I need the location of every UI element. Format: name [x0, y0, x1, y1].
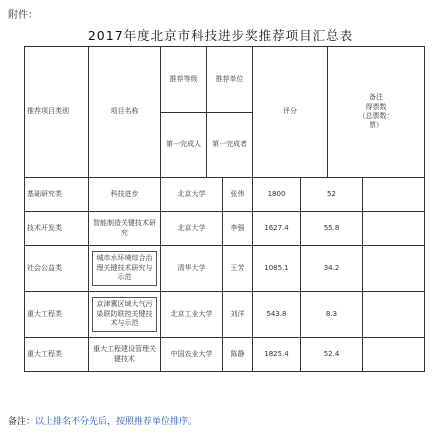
table-row: [25, 178, 425, 212]
cell-name: 智能制造关键技术研究: [89, 212, 161, 246]
header-score-block: [253, 47, 425, 178]
cell-score: 543.8: [253, 292, 301, 338]
table-row: [25, 212, 425, 246]
cell-unit: 清华大学: [161, 246, 223, 292]
footnote: [8, 414, 197, 427]
page-title: 2017年度北京市科技进步奖推荐项目汇总表: [87, 28, 354, 43]
cell-person: 陈静: [223, 338, 253, 372]
cell-name: 科技进步: [89, 178, 161, 212]
header-first-unit: [161, 47, 253, 178]
cell-type: 重大工程类: [25, 292, 89, 338]
header-type: 推荐项目类别: [25, 47, 89, 178]
attachment-label: 附件：: [8, 10, 38, 21]
table-row: [25, 246, 425, 292]
cell-type: 社会公益类: [25, 246, 89, 292]
cell-unit: 北京工业大学: [161, 292, 223, 338]
header-remark: 备注 得票数 （总票数： 票）: [358, 93, 394, 130]
cell-person: 李强: [223, 212, 253, 246]
cell-name: 城市水环境综合治理关键技术研究与示范: [89, 246, 161, 292]
header-first-author: 第一完成者: [212, 140, 247, 149]
cell-unit: 北京大学: [161, 178, 223, 212]
header-score: 评分: [253, 47, 328, 177]
header-project-name: 项目名称: [89, 47, 161, 178]
cell-extra: [363, 246, 425, 292]
cell-score: 1800: [253, 178, 301, 212]
cell-unit: 北京大学: [161, 212, 223, 246]
cell-score: 1627.4: [253, 212, 301, 246]
table-row: [25, 292, 425, 338]
cell-person: 王芳: [223, 246, 253, 292]
footnote-key: 备注：: [8, 417, 36, 427]
cell-votes: 52.4: [301, 338, 363, 372]
cell-name: 重大工程建设管理关键技术: [89, 338, 161, 372]
cell-score: 1825.4: [253, 338, 301, 372]
cell-votes: 55.8: [301, 212, 363, 246]
cell-extra: [363, 338, 425, 372]
cell-extra: [363, 178, 425, 212]
header-grade: 推荐等级: [161, 47, 207, 112]
cell-extra: [363, 212, 425, 246]
cell-type: 技术开发类: [25, 212, 89, 246]
cell-votes: 8.3: [301, 292, 363, 338]
cell-person: 张伟: [223, 178, 253, 212]
cell-votes: 52: [301, 178, 363, 212]
table-row: [25, 338, 425, 372]
cell-type: 重大工程类: [25, 338, 89, 372]
summary-table: [24, 46, 425, 372]
cell-unit: 中国农业大学: [161, 338, 223, 372]
cell-extra: [363, 292, 425, 338]
header-first-person: 第一完成人: [161, 113, 207, 178]
table-header-row: [25, 47, 425, 178]
header-nominator: 推荐单位: [215, 74, 244, 83]
cell-votes: 34.2: [301, 246, 363, 292]
cell-score: 1085.1: [253, 246, 301, 292]
cell-person: 刘洋: [223, 292, 253, 338]
footnote-text: 以上排名不分先后，按照推荐单位排序。: [35, 417, 198, 427]
cell-type: 基础研究类: [25, 178, 89, 212]
cell-name: 京津冀区域大气污染联防联控关键技术与示范: [89, 292, 161, 338]
